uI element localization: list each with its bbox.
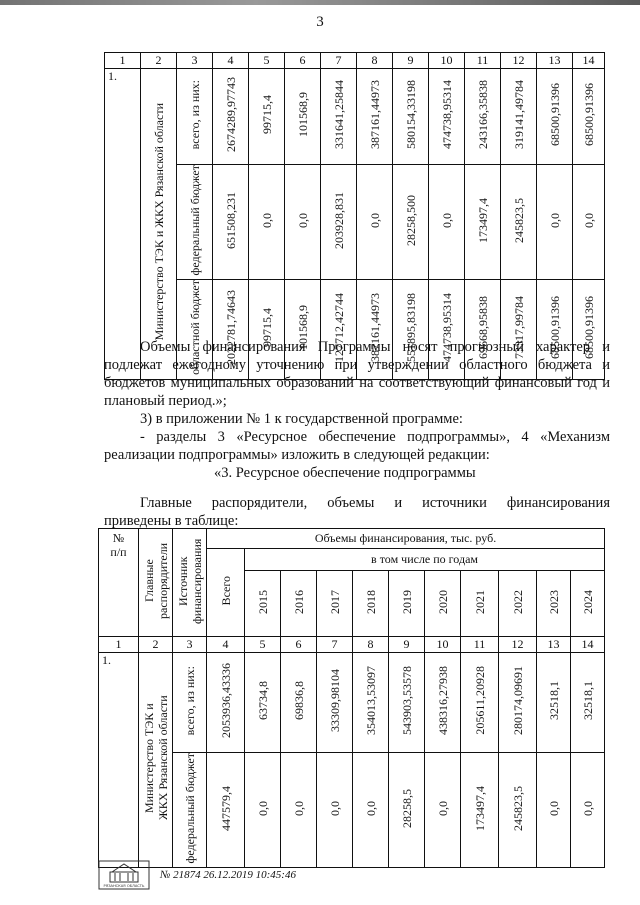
table1-source-cell: областной бюджет xyxy=(177,280,213,380)
paragraph-distributors-line1: Главные распорядители, объемы и источники финансирования xyxy=(140,495,610,511)
table1-value: 651508,231 xyxy=(213,165,249,280)
table1-value: 68500,91396 xyxy=(573,69,605,165)
table1-column-number: 10 xyxy=(429,53,465,69)
table2-column-number: 11 xyxy=(461,637,499,653)
table2-column-number: 6 xyxy=(281,637,317,653)
building-stamp-icon xyxy=(98,860,150,890)
table1-value: 319141,49784 xyxy=(501,69,537,165)
table1-column-number: 14 xyxy=(573,53,605,69)
table2-value: 280174,09691 xyxy=(499,653,537,753)
paragraph-distributors-line2: приведены в таблице: xyxy=(104,513,239,529)
table2-year-header: 2023 xyxy=(537,571,571,637)
table2-row-number: 1. xyxy=(99,653,139,868)
table2-year-header: 2020 xyxy=(425,571,461,637)
table2-value: 0,0 xyxy=(245,753,281,868)
table1-value: 203928,831 xyxy=(321,165,357,280)
table2-column-number: 14 xyxy=(571,637,605,653)
table1-column-number: 11 xyxy=(465,53,501,69)
table1-value: 2022781,74643 xyxy=(213,280,249,380)
table1-value: 99715,4 xyxy=(249,69,285,165)
table1-value: 0,0 xyxy=(285,165,321,280)
table1-value: 243166,35838 xyxy=(465,69,501,165)
table2-value: 33309,98104 xyxy=(317,653,353,753)
table1-value: 551895,83198 xyxy=(393,280,429,380)
table1-column-number: 3 xyxy=(177,53,213,69)
table2-value: 32518,1 xyxy=(571,653,605,753)
table2-value: 0,0 xyxy=(317,753,353,868)
table1-column-number: 2 xyxy=(141,53,177,69)
table1-value: 0,0 xyxy=(249,165,285,280)
table1-value: 474738,95314 xyxy=(429,69,465,165)
table2-header-executor: Главные распорядители xyxy=(141,542,170,619)
table2-column-number: 8 xyxy=(353,637,389,653)
financing-table-2 xyxy=(98,528,605,868)
table2-column-number: 9 xyxy=(389,637,425,653)
table1-value: 69668,95838 xyxy=(465,280,501,380)
table2-value: 205611,20928 xyxy=(461,653,499,753)
table2-value: 69836,8 xyxy=(281,653,317,753)
table2-source-cell: всего, из них: xyxy=(173,653,207,753)
stamp-label: РЯЗАНСКАЯ ОБЛАСТЬ xyxy=(103,884,145,888)
table2-value: 245823,5 xyxy=(499,753,537,868)
table1-value: 99715,4 xyxy=(249,280,285,380)
table1-column-number: 6 xyxy=(285,53,321,69)
table2-value: 0,0 xyxy=(425,753,461,868)
table1-executor-cell xyxy=(141,69,177,380)
table1-value: 173497,4 xyxy=(465,165,501,280)
table2-value: 0,0 xyxy=(537,753,571,868)
table2-header-row1 xyxy=(99,529,605,549)
table2-executor: Министерство ТЭК и ЖКХ Рязанской области xyxy=(141,695,170,821)
table2-header-executor-cell xyxy=(139,529,173,637)
table2-year-header: 2019 xyxy=(389,571,425,637)
table1-value: 387161,44973 xyxy=(357,69,393,165)
table2-column-number: 12 xyxy=(499,637,537,653)
table2-header-total: Всего xyxy=(218,575,233,606)
table1-column-number: 8 xyxy=(357,53,393,69)
table1-value: 580154,33198 xyxy=(393,69,429,165)
table1-value: 0,0 xyxy=(429,165,465,280)
table2-column-number: 10 xyxy=(425,637,461,653)
table1-row-number: 1. xyxy=(105,69,141,380)
table2-header-source: Источник финансирования xyxy=(175,537,204,624)
table2-year-header: 2021 xyxy=(461,571,499,637)
table2-value: 0,0 xyxy=(281,753,317,868)
page-number: 3 xyxy=(316,14,324,30)
table1-row-total xyxy=(105,69,605,165)
table1-executor: Министерство ТЭК и ЖКХ Рязанской области xyxy=(151,103,166,341)
table1-column-number: 13 xyxy=(537,53,573,69)
table1-value: 68500,91396 xyxy=(573,280,605,380)
scan-top-edge xyxy=(0,0,640,5)
section-heading: «3. Ресурсное обеспечение подпрограммы xyxy=(214,465,476,481)
table2-year-header: 2015 xyxy=(245,571,281,637)
table1-value: 73317,99784 xyxy=(501,280,537,380)
table1-value: 28258,500 xyxy=(393,165,429,280)
table2-header-number: № п/п xyxy=(99,529,139,637)
footer xyxy=(98,860,296,890)
table2-column-number: 5 xyxy=(245,637,281,653)
table1-source-cell: федеральный бюджет xyxy=(177,165,213,280)
table1-value: 0,0 xyxy=(357,165,393,280)
table2-column-number: 13 xyxy=(537,637,571,653)
table1-column-number: 7 xyxy=(321,53,357,69)
table1-source-cell: всего, из них: xyxy=(177,69,213,165)
table2-year-header: 2024 xyxy=(571,571,605,637)
table2-column-number: 2 xyxy=(139,637,173,653)
table1-column-number: 1 xyxy=(105,53,141,69)
table1-value: 0,0 xyxy=(537,165,573,280)
table2-value: 447579,4 xyxy=(207,753,245,868)
table1-value: 68500,91396 xyxy=(537,69,573,165)
table2-column-numbers-row xyxy=(99,637,605,653)
financing-table-1 xyxy=(104,52,605,380)
table1-value: 0,0 xyxy=(573,165,605,280)
table2-year-header: 2016 xyxy=(281,571,317,637)
table1-value: 127712,42744 xyxy=(321,280,357,380)
table1-value: 2674289,97743 xyxy=(213,69,249,165)
table1-column-number: 12 xyxy=(501,53,537,69)
table2-header-total-cell xyxy=(207,549,245,637)
table2-year-header: 2022 xyxy=(499,571,537,637)
table2-value: 63734,8 xyxy=(245,653,281,753)
table2-column-number: 7 xyxy=(317,637,353,653)
table2-header-by-year: в том числе по годам xyxy=(245,549,605,571)
table1-value: 245823,5 xyxy=(501,165,537,280)
table2-value: 543903,53578 xyxy=(389,653,425,753)
table2-row-federal xyxy=(99,753,605,868)
table1-column-numbers-row xyxy=(105,53,605,69)
table1-value: 474738,95314 xyxy=(429,280,465,380)
table2-year-header: 2017 xyxy=(317,571,353,637)
paragraph-sections: - разделы 3 «Ресурсное обеспечение подпрограммы», 4 «Механизм реализации подпрограммы» изложить в следующей редакции: xyxy=(104,429,610,463)
table1-value: 101568,9 xyxy=(285,69,321,165)
table2-column-number: 4 xyxy=(207,637,245,653)
table2-year-header: 2018 xyxy=(353,571,389,637)
table1-value: 68500,91396 xyxy=(537,280,573,380)
paragraph-financing-note: Объемы финансирования Программы носят прогнозный характер и подлежат ежегодному уточнению при утверждении областного бюджета и бюджетов муниципальных образований на соответствующий финансовый год и плановый период.»; xyxy=(104,339,610,409)
table1-value: 101568,9 xyxy=(285,280,321,380)
table2-row-total xyxy=(99,653,605,753)
table2-value: 173497,4 xyxy=(461,753,499,868)
table2-value: 0,0 xyxy=(571,753,605,868)
table2-value: 438316,27938 xyxy=(425,653,461,753)
document-registration-info: № 21874 26.12.2019 10:45:46 xyxy=(160,869,296,881)
table1-column-number: 5 xyxy=(249,53,285,69)
table2-value: 2053936,43336 xyxy=(207,653,245,753)
table2-column-number: 3 xyxy=(173,637,207,653)
table1-value: 331641,25844 xyxy=(321,69,357,165)
table2-value: 354013,53097 xyxy=(353,653,389,753)
table1-column-number: 9 xyxy=(393,53,429,69)
table2-header-volume: Объемы финансирования, тыс. руб. xyxy=(207,529,605,549)
table2-column-number: 1 xyxy=(99,637,139,653)
table2-header-source-cell xyxy=(173,529,207,637)
paragraph-appendix: 3) в приложении № 1 к государственной программе: xyxy=(140,411,463,427)
table1-value: 387161,44973 xyxy=(357,280,393,380)
table2-executor-cell xyxy=(139,653,173,868)
table2-value: 32518,1 xyxy=(537,653,571,753)
table2-value: 0,0 xyxy=(353,753,389,868)
table2-value: 28258,5 xyxy=(389,753,425,868)
table1-row-federal xyxy=(105,165,605,280)
table2-source-cell: федеральный бюджет xyxy=(173,753,207,868)
table1-column-number: 4 xyxy=(213,53,249,69)
